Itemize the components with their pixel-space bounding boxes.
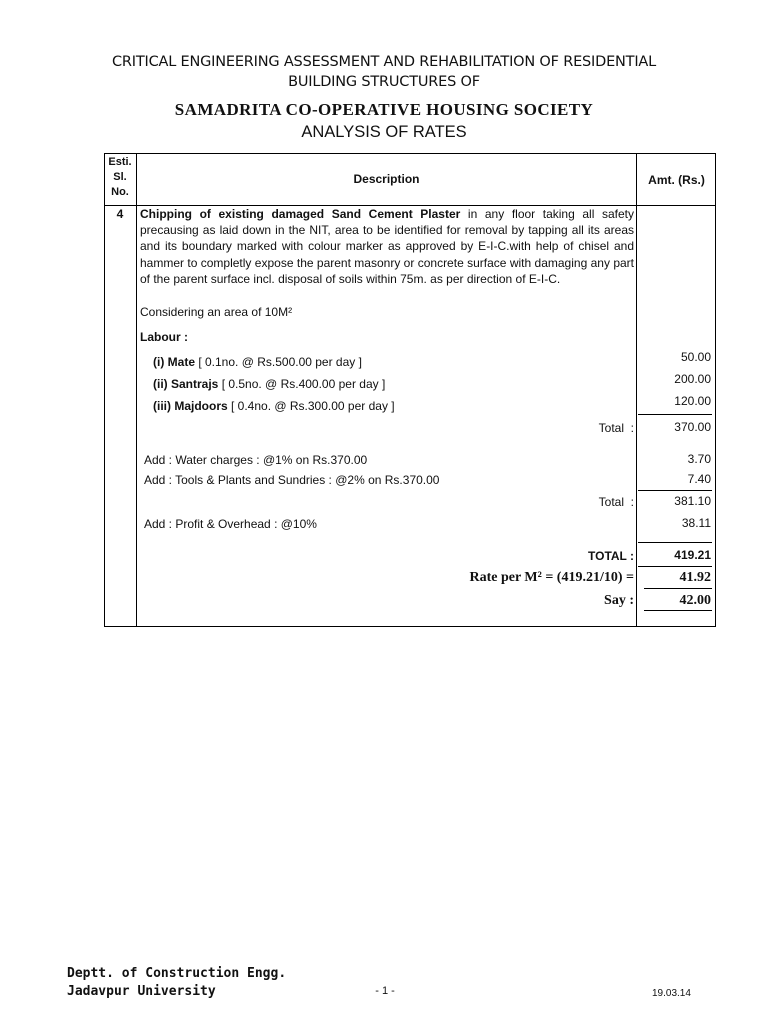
title-line-1: CRITICAL ENGINEERING ASSESSMENT AND REHABILITATION OF RESIDENTIAL [111,54,657,70]
water-charges-label: Add : Water charges : @1% on Rs.370.00 [144,453,368,467]
labour-line-santrajs [153,376,385,392]
labour-detail: [ 0.1no. @ Rs.500.00 per day ] [195,355,362,369]
document-title [0,52,768,92]
labour-amount: 200.00 [674,372,711,386]
total-label: Total : [598,421,634,435]
rate-per-m2-label: Rate per M² = (419.21/10) = [469,570,634,585]
say-underline-1 [644,610,712,611]
profit-overhead-label: Add : Profit & Overhead : @10% [144,517,317,531]
profit-overhead-amount: 38.11 [681,516,711,530]
labour-amount: 120.00 [674,394,711,408]
grand-total-label: TOTAL : [588,549,634,563]
department-name: Deptt. of Construction Engg. [67,966,287,981]
subtotal-amount: 381.10 [674,494,711,508]
water-charges-amount: 3.70 [687,452,711,466]
area-note: Considering an area of 10M² [140,305,293,319]
item-sl-number: 4 [116,207,124,221]
rate-underline [644,588,712,589]
tools-amount: 7.40 [687,472,711,486]
column-divider [636,153,637,627]
title-line-2: BUILDING STRUCTURES OF [288,74,480,90]
labour-label: (i) Mate [153,355,195,369]
document-date: 19.03.14 [652,988,691,999]
item-description [140,206,634,287]
total-label: Total : [598,495,634,509]
footer-department [67,965,286,1001]
description-header: Description [353,172,420,186]
item-description-text: in any floor taking all safety precausing as laid down in the NIT, area to be identified for removal by tapping all its areas and its boundary marked with colour marker as approved by E-I-C.with help of chisel and hammer to completly expose the parent masonry or concrete surface with damaging any part of the parent surface incl. disposal of soils within 75m. as per direction of E-I-C. [140,207,635,286]
labour-detail: [ 0.4no. @ Rs.300.00 per day ] [227,399,395,413]
say-label: Say : [604,593,634,608]
grand-total-amount: 419.21 [674,548,711,562]
sl-header-line: Sl. [113,171,127,183]
labour-total: 370.00 [674,420,711,434]
labour-amount: 50.00 [680,350,711,364]
society-name: SAMADRITA CO-OPERATIVE HOUSING SOCIETY [174,100,594,119]
sl-header-line: No. [111,186,129,198]
labour-label: (ii) Santrajs [153,377,219,391]
labour-heading: Labour : [140,330,188,344]
grand-total-rule [638,542,712,543]
document-subtitle: ANALYSIS OF RATES [301,123,467,141]
page-number: - 1 - [375,985,395,997]
subtotal-rule [638,490,712,491]
sl-no-header [104,155,136,200]
rate-per-m2-amount: 41.92 [679,570,711,585]
amount-header: Amt. (Rs.) [648,173,705,187]
column-divider [136,153,137,627]
labour-label: (iii) Majdoors [153,399,228,413]
labour-detail: [ 0.5no. @ Rs.400.00 per day ] [218,377,386,391]
say-amount: 42.00 [679,593,711,608]
grand-total-underline [638,566,712,567]
subtotal-rule [638,414,712,415]
item-description-bold: Chipping of existing damaged Sand Cement Plaster [140,207,461,221]
sl-header-line: Esti. [108,156,132,168]
labour-line-majdoors [153,398,395,414]
university-name: Jadavpur University [67,984,216,999]
tools-label: Add : Tools & Plants and Sundries : @2% on Rs.370.00 [144,473,440,487]
labour-line-mate [153,354,362,370]
